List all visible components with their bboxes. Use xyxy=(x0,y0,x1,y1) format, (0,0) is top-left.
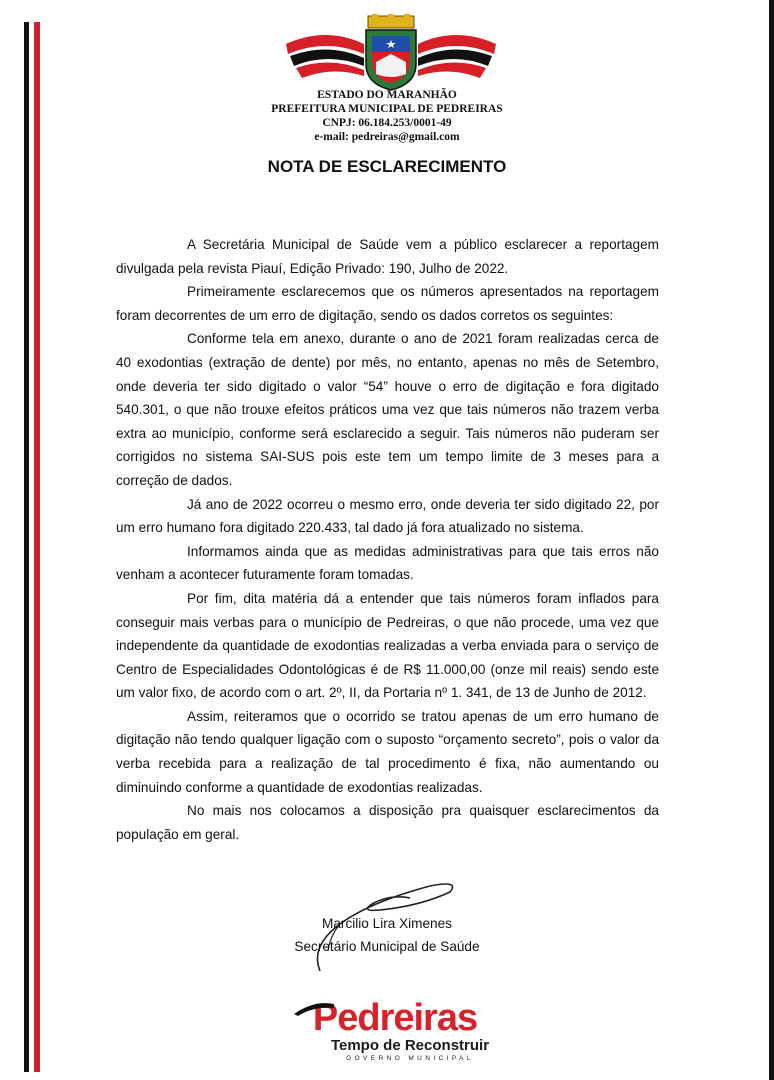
paragraph: Primeiramente esclarecemos que os números apresentados na reportagem foram decorrentes de um erro de digitação, sendo os dados corretos os seguintes: xyxy=(116,284,659,323)
document-body xyxy=(116,233,659,846)
logo-swoosh-icon xyxy=(294,1000,334,1016)
letterhead-cnpj: CNPJ: 06.184.253/0001-49 xyxy=(322,117,452,129)
paragraph: Assim, reiteramos que o ocorrido se tratou apenas de um erro humano de digitação não tendo qualquer ligação com o suposto “orçamento secreto”, pois o valor da verba recebida para a realização de tal procedimento é fixa, não aumentando ou diminuindo conforme a quantidade de exodontias realizadas. xyxy=(116,708,659,795)
logo-brand: Pedreiras xyxy=(312,997,478,1039)
letterhead-state: ESTADO DO MARANHÃO xyxy=(317,89,457,101)
paragraph: Conforme tela em anexo, durante o ano de 2021 foram realizadas cerca de 40 exodontias (extração de dente) por mês, no entanto, apenas no mês de Setembro, onde deveria ter sido digitado o valor “54” houve o erro de digitação e fora digitado 540.301, o que não trouxe efeitos práticos uma vez que tais números não trazem verba extra ao município, conforme será esclarecido a seguir. Tais números não puderam ser corrigidos no sistema SAI-SUS pois este tem um tempo limite de 3 meses para a correção de dados. xyxy=(116,331,659,488)
letterhead xyxy=(0,88,774,144)
pedreiras-logo xyxy=(290,998,490,1064)
logo-slogan: Tempo de Reconstruir xyxy=(330,1037,490,1054)
paragraph: Já ano de 2022 ocorreu o mesmo erro, onde deveria ter sido digitado 22, por um erro humano fora digitado 220.433, tal dado já fora atualizado no sistema. xyxy=(116,496,659,536)
paragraph: A Secretária Municipal de Saúde vem a público esclarecer a reportagem divulgada pela revista Piauí, Edição Privado: 190, Julho de 2022. xyxy=(116,237,659,276)
paragraph: No mais nos colocamos a disposição pra quaisquer esclarecimentos da população em geral. xyxy=(116,803,659,842)
municipal-coat-of-arms-icon xyxy=(286,14,496,92)
document-title: NOTA DE ESCLARECIMENTO xyxy=(267,157,507,176)
logo-subtitle: GOVERNO MUNICIPAL xyxy=(346,1055,474,1062)
paragraph: Informamos ainda que as medidas administrativas para que tais erros não venham a acontecer futuramente foram tomadas. xyxy=(116,543,659,583)
signatory-name: Marcilio Lira Ximenes xyxy=(322,916,452,931)
letterhead-email: e-mail: pedreiras@gmail.com xyxy=(314,131,460,143)
paragraph: Por fim, dita matéria dá a entender que tais números foram inflados para conseguir mais verbas para o município de Pedreiras, o que não procede, uma vez que independente da quantidade de exodontias realizadas a verba enviada para o serviço de Centro de Especialidades Odontológicas é de R$ 11.000,00 (onze mil reais) sendo este um valor fixo, de acordo com o art. 2º, II, da Portaria nº 1. 341, de 13 de Junho de 2012. xyxy=(116,590,659,701)
signature-block xyxy=(0,912,774,958)
letterhead-prefecture: PREFEITURA MUNICIPAL DE PEDREIRAS xyxy=(271,103,503,115)
signatory-role: Secretário Municipal de Saúde xyxy=(294,939,480,954)
